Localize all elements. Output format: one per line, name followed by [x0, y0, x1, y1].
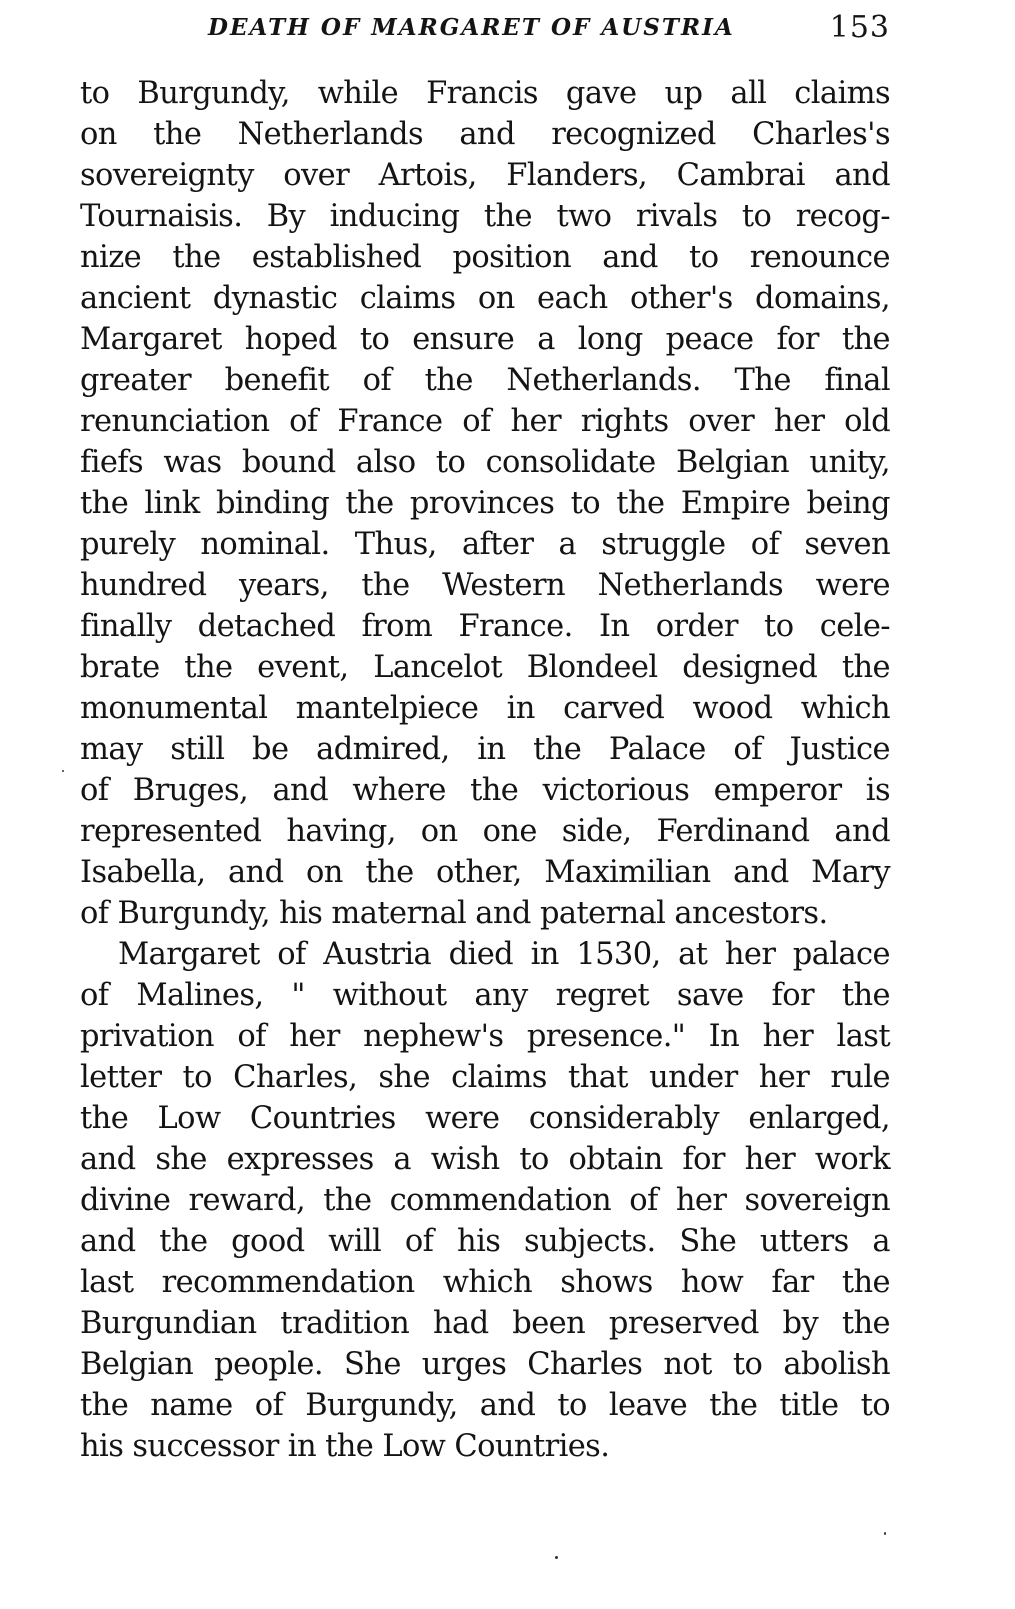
text-line: on the Netherlands and recognized Charles's	[80, 117, 890, 152]
text-line: greater benefit of the Netherlands. The final	[80, 363, 890, 398]
text-line: may still be admired, in the Palace of Justice	[80, 732, 890, 767]
paragraph-last-line: of Burgundy, his maternal and paternal ancestors.	[80, 896, 828, 931]
text-line: the Low Countries were considerably enlarged,	[80, 1101, 890, 1136]
text-line: ancient dynastic claims on each other's domains,	[80, 281, 890, 316]
print-speck	[62, 770, 64, 772]
text-line: and she expresses a wish to obtain for her work	[80, 1142, 890, 1177]
text-line: purely nominal. Thus, after a struggle of seven	[80, 527, 890, 562]
text-line: Tournaisis. By inducing the two rivals to recog-	[80, 199, 890, 234]
text-line: finally detached from France. In order to cele-	[80, 609, 890, 644]
text-line: sovereignty over Artois, Flanders, Cambrai and	[80, 158, 890, 193]
paragraph-last-line: his successor in the Low Countries.	[80, 1429, 610, 1464]
text-line: monumental mantelpiece in carved wood which	[80, 691, 890, 726]
text-line: Belgian people. She urges Charles not to abolish	[80, 1347, 890, 1382]
running-title: DEATH OF MARGARET OF AUSTRIA	[208, 14, 735, 41]
text-line: of Malines, " without any regret save for the	[80, 978, 890, 1013]
text-line: renunciation of France of her rights over her old	[80, 404, 890, 439]
paragraph-first-line: Margaret of Austria died in 1530, at her palace	[118, 937, 890, 972]
text-line: privation of her nephew's presence." In her last	[80, 1019, 890, 1054]
text-line: represented having, on one side, Ferdinand and	[80, 814, 890, 849]
text-line: the link binding the provinces to the Empire being	[80, 486, 890, 521]
text-line: to Burgundy, while Francis gave up all claims	[80, 76, 890, 111]
text-line: divine reward, the commendation of her sovereign	[80, 1183, 890, 1218]
print-speck	[555, 1556, 558, 1559]
text-line: fiefs was bound also to consolidate Belgian unity,	[80, 445, 890, 480]
text-line: last recommendation which shows how far the	[80, 1265, 890, 1300]
page-number: 153	[829, 10, 890, 45]
text-line: Margaret hoped to ensure a long peace for the	[80, 322, 890, 357]
text-line: brate the event, Lancelot Blondeel designed the	[80, 650, 890, 685]
text-line: Isabella, and on the other, Maximilian and Mary	[80, 855, 890, 890]
text-line: letter to Charles, she claims that under her rule	[80, 1060, 890, 1095]
text-line: hundred years, the Western Netherlands were	[80, 568, 890, 603]
text-line: Burgundian tradition had been preserved by the	[80, 1306, 890, 1341]
text-line: nize the established position and to renounce	[80, 240, 890, 275]
text-line: the name of Burgundy, and to leave the title to	[80, 1388, 890, 1423]
text-line: and the good will of his subjects. She utters a	[80, 1224, 890, 1259]
running-head	[80, 6, 890, 50]
text-line: of Bruges, and where the victorious emperor is	[80, 773, 890, 808]
print-speck	[884, 1532, 886, 1535]
body-text	[80, 73, 890, 1467]
